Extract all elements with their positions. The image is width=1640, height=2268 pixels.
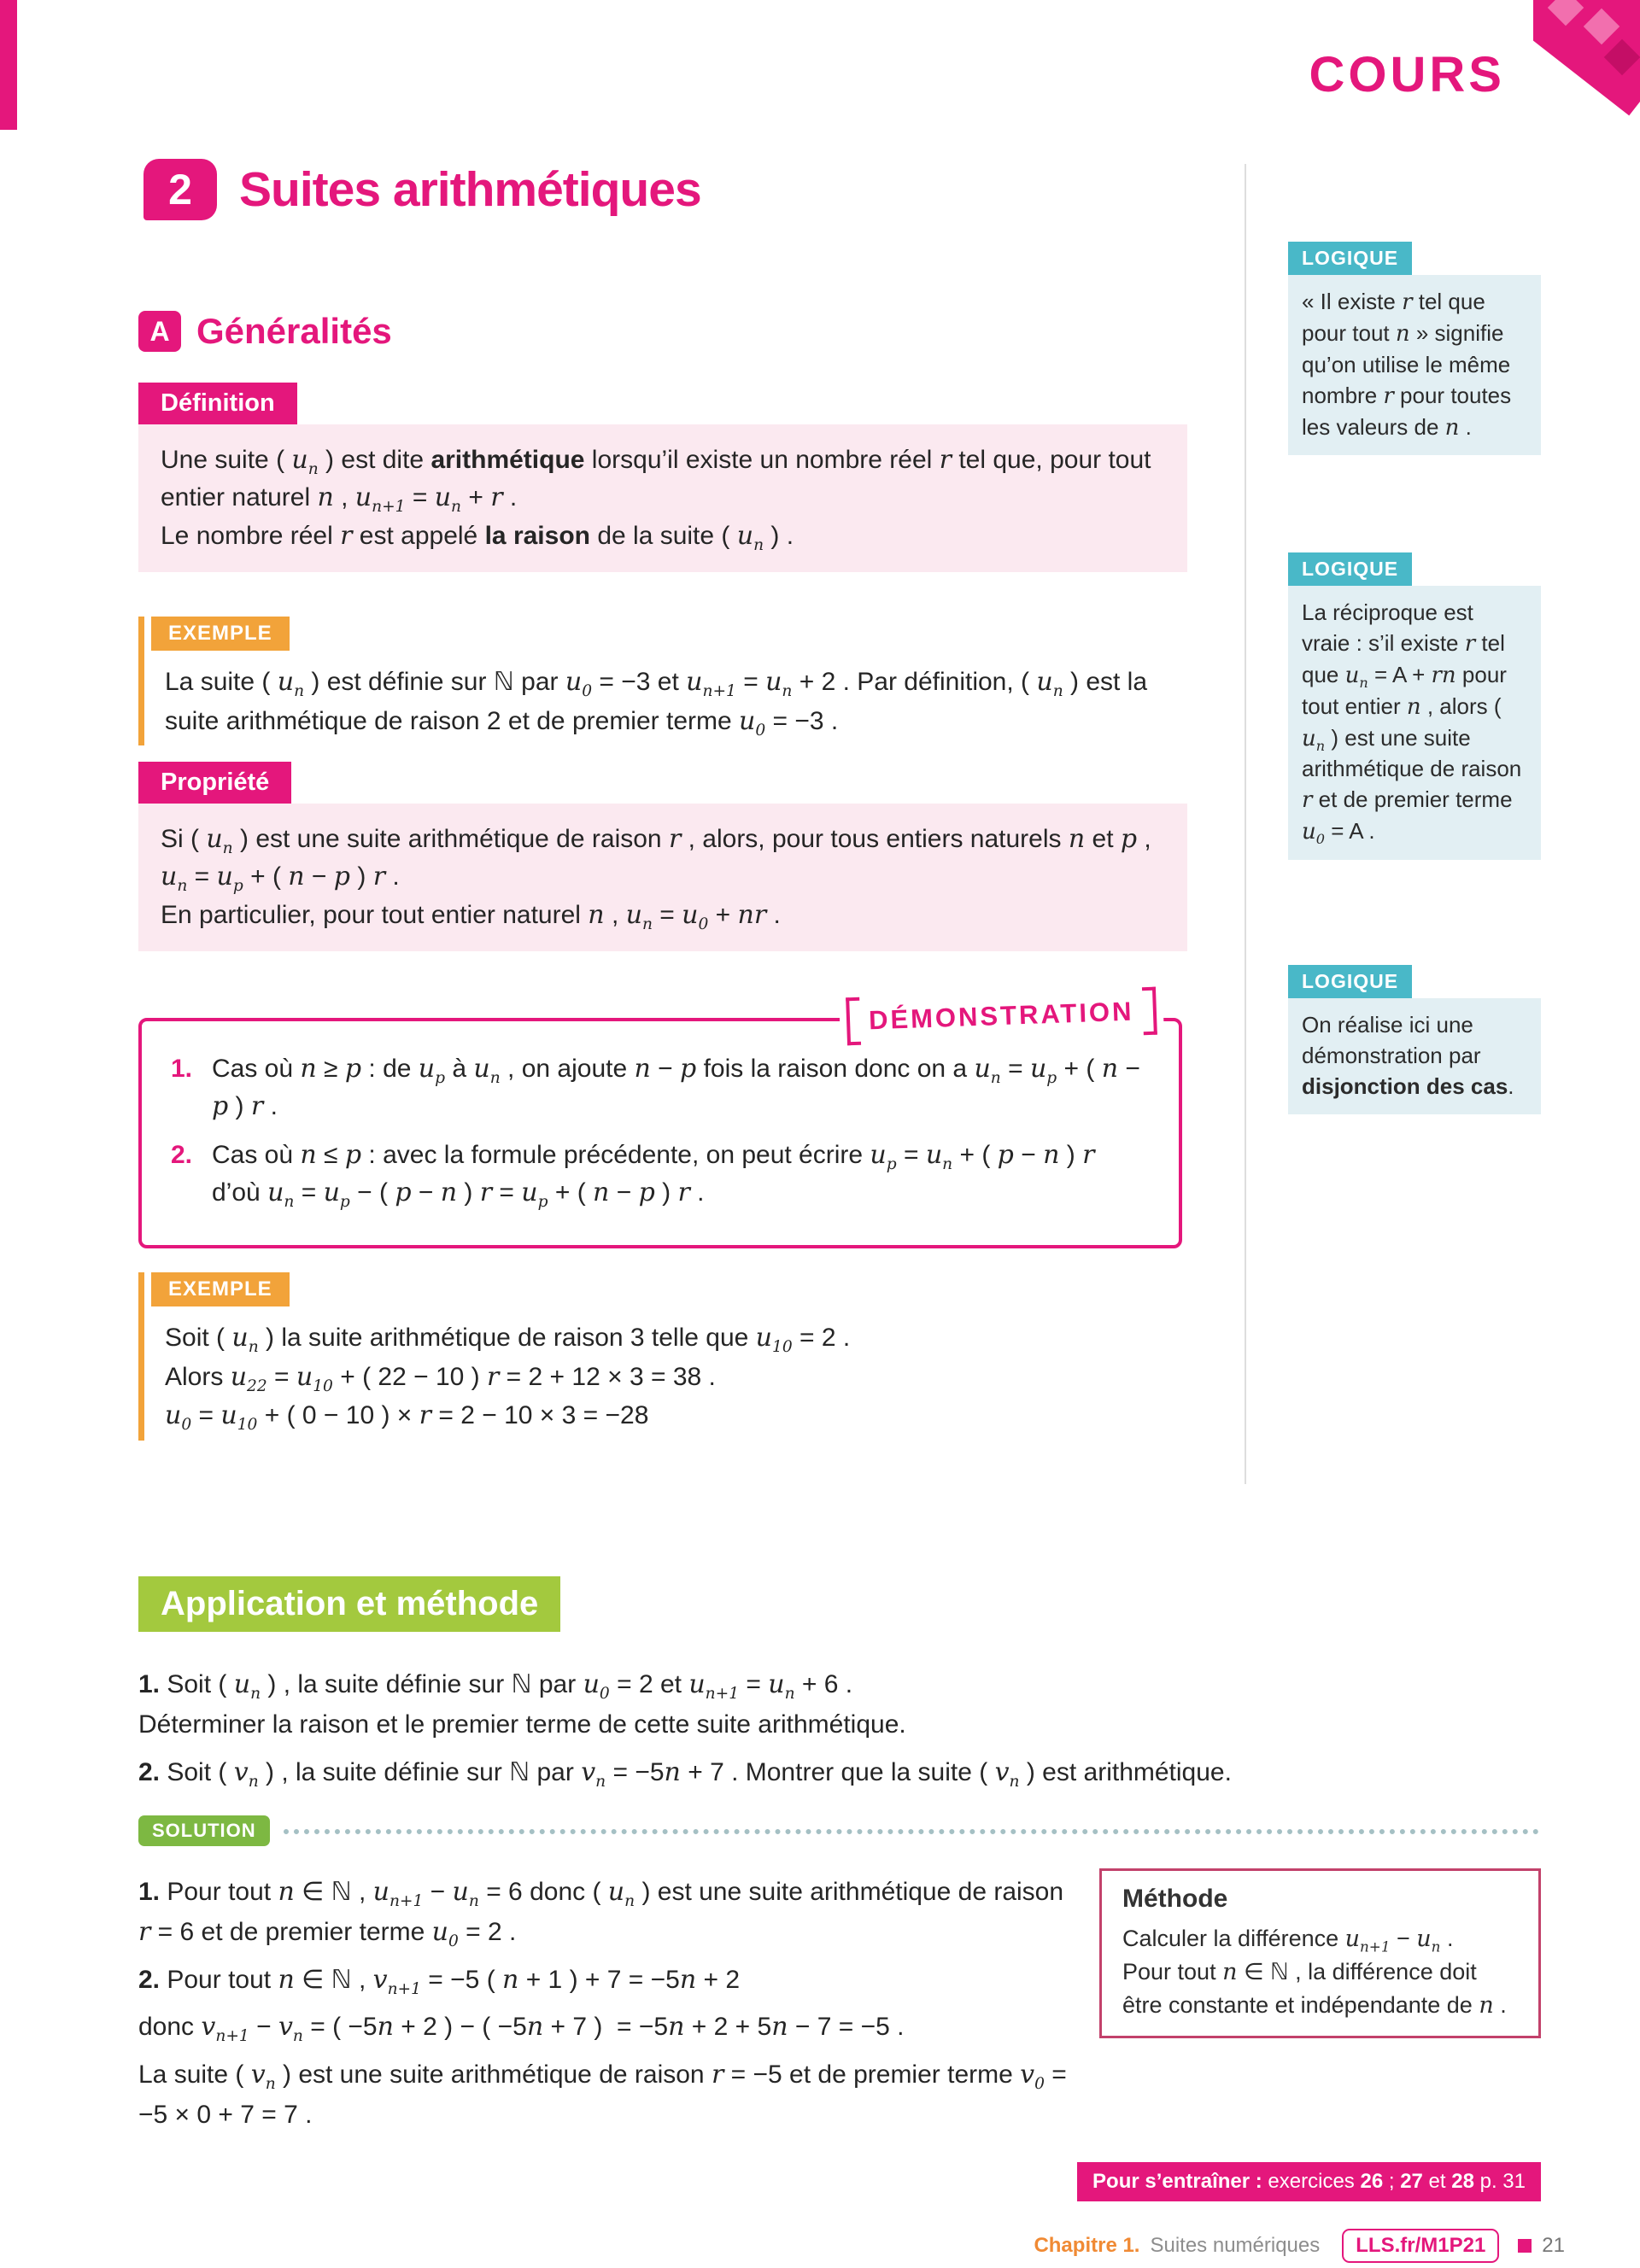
logique-box-3 [1288, 965, 1541, 1114]
definition-label: Définition [138, 383, 297, 424]
footer-chapter-name: Suites numériques [1150, 2234, 1321, 2257]
logique-box-2 [1288, 552, 1541, 860]
application-banner: Application et méthode [138, 1576, 560, 1632]
footer-page-number: 21 [1542, 2234, 1565, 2257]
solution-label: SOLUTION [138, 1815, 270, 1846]
case-text: Cas où n ≤ p : avec la formule précédente, on peut écrire $u_p = u_n$ + ( p − n ) r d’où $u_n = u_p$ − ( p − n ) $r = u_p$ + ( n − p ) r . [212, 1139, 1095, 1212]
logique-box-1 [1288, 242, 1541, 455]
logique-1-label: LOGIQUE [1288, 242, 1412, 275]
problem-2: 2. Soit ( $v_n$ ) , la suite définie sur ℕ par $v_n = -5n + 7$ . Montrer que la suite ( $v_n$ ) est arithmétique. [138, 1757, 1232, 1791]
bracket-right-icon [1142, 987, 1157, 1035]
exemple-2-label: EXEMPLE [151, 1272, 290, 1306]
propriete-block [138, 762, 1187, 951]
solution-header [138, 1815, 1539, 1846]
logique-2-label: LOGIQUE [1288, 552, 1412, 586]
demonstration-block [138, 996, 1182, 1248]
solution-line-2: 2. Pour tout n ∈ ℕ , $v_{n+1} = -5$ ( n + 1 ) + 7 = −5n + 2 [138, 1964, 741, 1998]
section-a-badge: A [138, 311, 181, 352]
methode-text: Calculer la différence $u_{n+1} - u_n$ . Pour tout n ∈ ℕ , la différence doit être constante et indépendante de n . [1122, 1926, 1507, 2020]
methode-box [1099, 1868, 1541, 2038]
solution-line-3: donc $v_{n+1} - v_n$ = ( −5n + 2 ) − ( −5n + 7 ) = −5n + 2 + 5n − 7 = −5 . [138, 2012, 905, 2046]
demonstration-label: DÉMONSTRATION [868, 996, 1135, 1036]
page-edge-marker [0, 0, 17, 130]
propriete-text: Si ( $u_n$ ) est une suite arithmétique de raison r , alors, pour tous entiers naturels n et p , $u_n = u_p$ + ( n − p ) r . En particulier, pour tout entier naturel n , $u_n = u_0$ + nr . [138, 804, 1187, 951]
solution-line-1: 1. Pour tout n ∈ ℕ , $u_{n+1} - u_n = 6$ donc ( $u_n$ ) est une suite arithmétique de raison r = 6 et de premier terme $u_0 = 2$ . [138, 1877, 1064, 1951]
corner-ribbon [1533, 0, 1640, 120]
bracket-left-icon [846, 997, 862, 1045]
application-problems [138, 1665, 1445, 1802]
case-number: 1. [171, 1055, 193, 1083]
footer-chapter-label: Chapitre 1. [1034, 2234, 1140, 2257]
exemple-1-text: La suite ( $u_n$ ) est définie sur ℕ par $u_0 = -3$ et $u_{n+1} = u_n + 2$ . Par définition, ( $u_n$ ) est la suite arithmétique de raison 2 et de premier terme $u_0 = -3$ . [165, 667, 1148, 739]
case-number: 2. [171, 1140, 193, 1169]
problem-1: 1. Soit ( $u_n$ ) , la suite définie sur ℕ par $u_0 = 2$ et $u_{n+1} = u_n + 6$ . Déterminer la raison et le premier terme de cette suite arithmétique. [138, 1669, 906, 1739]
definition-block [138, 383, 1187, 572]
demonstration-case-1 [171, 1050, 1150, 1126]
page-footer [1034, 2229, 1565, 2263]
case-text: Cas où n ≥ p : de $u_p$ à $u_n$ , on ajoute n − p fois la raison donc on a $u_n = u_p$ + ( n − p ) r . [212, 1054, 1140, 1122]
exemple-2-text: Soit ( $u_n$ ) la suite arithmétique de raison 3 telle que $u_{10} = 2$ . Alors $u_{22} = u_{10}$ + ( 22 − 10 ) r = 2 + 12 × 3 = 38 . $u_0 = u_{10}$ + ( 0 − 10 ) × r = 2 − 10 × 3 = −28 [165, 1323, 851, 1435]
pour-sentrainer-banner: Pour s’entraîner : exercices 26 ; 27 et 28 p. 31 [1077, 2162, 1541, 2201]
page-title: Suites arithmétiques [239, 162, 701, 217]
methode-title: Méthode [1122, 1885, 1228, 1913]
cours-label: COURS [1309, 47, 1505, 102]
logique-2-text: La réciproque est vraie : s’il existe r tel que $u_n = A$ + rn pour tout entier n , alors ( $u_n$ ) est une suite arithmétique de raison r et de premier terme $u_0 = A$ . [1288, 586, 1541, 860]
footer-link[interactable]: LLS.fr/M1P21 [1342, 2229, 1499, 2263]
solution-text [138, 1872, 1082, 2142]
logique-3-label: LOGIQUE [1288, 965, 1412, 998]
logique-3-text: On réalise ici une démonstration par disjonction des cas. [1288, 998, 1541, 1114]
chapter-number-badge: 2 [144, 159, 217, 220]
solution-line-4: La suite ( $v_n$ ) est une suite arithmétique de raison r = −5 et de premier terme $v_0 = -5 \times 0 + 7 = 7$ . [138, 2059, 1067, 2129]
section-a-title: Généralités [196, 311, 392, 351]
demonstration-stamp [840, 985, 1164, 1047]
definition-text: Une suite ( $u_n$ ) est dite arithmétique lorsqu’il existe un nombre réel r tel que, pour tout entier naturel n , $u_{n+1} = u_n + r$ . Le nombre réel r est appelé la raison de la suite ( $u_n$ ) . [138, 424, 1187, 572]
propriete-label: Propriété [138, 762, 291, 804]
footer-square-icon [1518, 2239, 1532, 2253]
sidebar-separator [1245, 164, 1246, 1484]
dotted-divider [284, 1829, 1539, 1834]
section-a-heading [138, 311, 392, 352]
exemple-1-label: EXEMPLE [151, 617, 290, 651]
chapter-title-row [144, 159, 701, 220]
demonstration-case-2 [171, 1137, 1150, 1213]
logique-1-text: « Il existe r tel que pour tout n » signifie qu’on utilise le même nombre r pour toutes les valeurs de n . [1288, 275, 1541, 455]
exemple-1-block [138, 617, 1187, 745]
exemple-2-block [138, 1272, 1187, 1441]
